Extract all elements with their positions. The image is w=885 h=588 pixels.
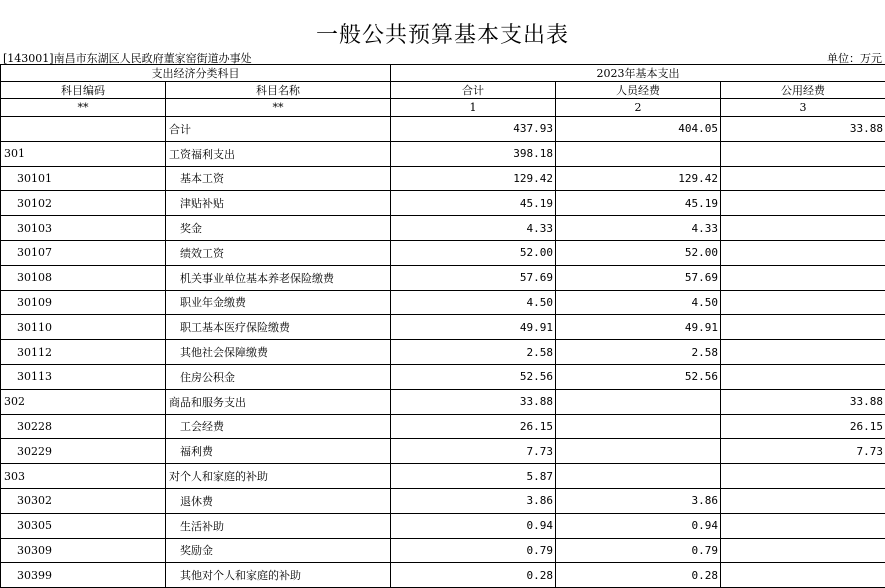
header-row-group [1,65,885,82]
row-name: 基本工资 [166,166,391,191]
row-code: 30302 [1,488,166,513]
row-total: 7.73 [391,439,556,464]
table-row [1,117,885,142]
table-row [1,141,885,166]
row-code: 30229 [1,439,166,464]
row-staff: 52.00 [556,240,721,265]
unit-code: [143001]南昌市东湖区人民政府董家窑街道办事处 [3,50,252,66]
row-name: 住房公积金 [166,364,391,389]
row-code: 30110 [1,315,166,340]
row-staff: 129.42 [556,166,721,191]
row-total: 3.86 [391,488,556,513]
row-public [721,464,885,489]
header-group-left: 支出经济分类科目 [1,65,391,82]
row-public [721,364,885,389]
row-name: 福利费 [166,439,391,464]
row-code: 30109 [1,290,166,315]
row-public [721,265,885,290]
row-name: 对个人和家庭的补助 [166,464,391,489]
row-code: 30399 [1,563,166,588]
row-staff: 0.79 [556,538,721,563]
row-staff: 0.94 [556,513,721,538]
header-public: 公用经费 [721,82,885,99]
header-name: 科目名称 [166,82,391,99]
table-row [1,464,885,489]
row-code: 30101 [1,166,166,191]
row-code: 30103 [1,216,166,241]
row-staff: 4.50 [556,290,721,315]
row-staff [556,414,721,439]
row-name: 其他对个人和家庭的补助 [166,563,391,588]
row-total: 5.87 [391,464,556,489]
row-name: 绩效工资 [166,240,391,265]
table-row [1,389,885,414]
row-total: 2.58 [391,340,556,365]
row-public [721,513,885,538]
row-staff: 4.33 [556,216,721,241]
row-staff [556,141,721,166]
row-name: 商品和服务支出 [166,389,391,414]
row-code: 30107 [1,240,166,265]
row-total: 398.18 [391,141,556,166]
row-total: 0.79 [391,538,556,563]
row-total: 52.00 [391,240,556,265]
table-row [1,240,885,265]
row-name: 工资福利支出 [166,141,391,166]
table-row [1,265,885,290]
row-staff: 57.69 [556,265,721,290]
row-name: 奖金 [166,216,391,241]
row-total: 57.69 [391,265,556,290]
header-code: 科目编码 [1,82,166,99]
row-name: 工会经费 [166,414,391,439]
row-code: 30305 [1,513,166,538]
row-public [721,166,885,191]
row-public: 33.88 [721,117,885,142]
row-code: 30309 [1,538,166,563]
header-mark-code: ** [1,99,166,117]
row-public [721,240,885,265]
table-row [1,538,885,563]
row-total: 45.19 [391,191,556,216]
table-body [1,117,885,588]
row-code: 303 [1,464,166,489]
header-mark-name: ** [166,99,391,117]
row-name: 职工基本医疗保险缴费 [166,315,391,340]
header-staff: 人员经费 [556,82,721,99]
row-staff: 49.91 [556,315,721,340]
row-code: 30102 [1,191,166,216]
row-staff: 0.28 [556,563,721,588]
row-public [721,538,885,563]
table-row [1,364,885,389]
header-total: 合计 [391,82,556,99]
row-name: 津贴补贴 [166,191,391,216]
budget-table [0,64,885,588]
unit-label: 单位：万元 [827,50,882,66]
row-public [721,340,885,365]
header-idx-staff: 2 [556,99,721,117]
row-total: 437.93 [391,117,556,142]
row-total: 33.88 [391,389,556,414]
row-total: 49.91 [391,315,556,340]
row-total: 26.15 [391,414,556,439]
row-name: 退休费 [166,488,391,513]
table-row [1,488,885,513]
table-row [1,216,885,241]
row-total: 0.28 [391,563,556,588]
page-title: 一般公共预算基本支出表 [0,18,885,49]
row-name: 合计 [166,117,391,142]
row-staff: 404.05 [556,117,721,142]
row-name: 生活补助 [166,513,391,538]
table-row [1,414,885,439]
header-idx-total: 1 [391,99,556,117]
table-row [1,340,885,365]
row-total: 0.94 [391,513,556,538]
row-public: 7.73 [721,439,885,464]
row-public [721,216,885,241]
row-public [721,290,885,315]
row-public [721,191,885,216]
header-row-columns [1,82,885,99]
row-total: 52.56 [391,364,556,389]
row-public [721,141,885,166]
row-name: 职业年金缴费 [166,290,391,315]
row-public: 26.15 [721,414,885,439]
row-staff: 52.56 [556,364,721,389]
row-staff: 2.58 [556,340,721,365]
table-row [1,439,885,464]
row-public: 33.88 [721,389,885,414]
row-public [721,315,885,340]
row-staff [556,464,721,489]
table-row [1,513,885,538]
row-total: 4.33 [391,216,556,241]
header-row-index [1,99,885,117]
row-code: 30113 [1,364,166,389]
table-row [1,290,885,315]
header-idx-public: 3 [721,99,885,117]
row-total: 129.42 [391,166,556,191]
row-code: 30108 [1,265,166,290]
row-name: 奖励金 [166,538,391,563]
row-code: 30112 [1,340,166,365]
table-row [1,315,885,340]
table-row [1,191,885,216]
row-staff: 45.19 [556,191,721,216]
row-code: 302 [1,389,166,414]
row-code [1,117,166,142]
table-row [1,166,885,191]
row-code: 30228 [1,414,166,439]
row-staff [556,389,721,414]
row-name: 机关事业单位基本养老保险缴费 [166,265,391,290]
row-name: 其他社会保障缴费 [166,340,391,365]
row-total: 4.50 [391,290,556,315]
header-group-right: 2023年基本支出 [391,65,885,82]
row-staff: 3.86 [556,488,721,513]
row-public [721,488,885,513]
row-code: 301 [1,141,166,166]
row-staff [556,439,721,464]
